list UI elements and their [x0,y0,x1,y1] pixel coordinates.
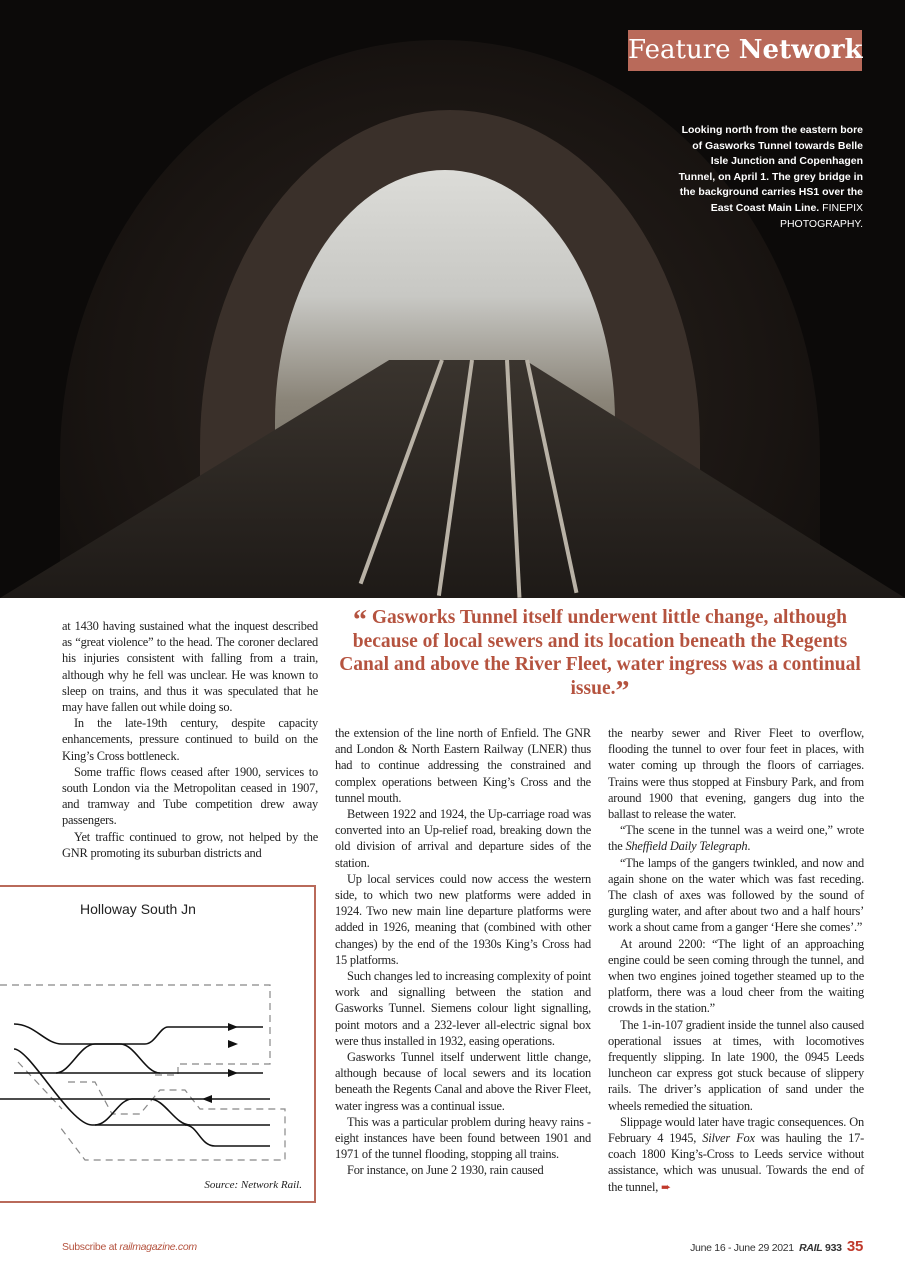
paragraph: For instance, on June 2 1930, rain caused [347,1163,544,1178]
subscribe-prefix: Subscribe at [62,1241,120,1253]
section-badge [628,30,862,71]
paragraph: At around 2200: “The light of an approaching engine could be seen coming through the tunnel, and when two engines joined together steamed up to the platform, there was a loud cheer from the waiting crowds in the station.” [608,936,864,1016]
text: Slippage would later have tragic consequences. On February 4 1945, [608,1114,864,1146]
page-number: 35 [846,1238,863,1255]
paragraph: Up local services could now access the western side, to which two new platforms were added in 1924. Two new main line departure platforms were added in 1926, meaning that (combined with other changes) by the end of the 1930s King’s Cross had 15 platforms. [335,871,591,967]
pull-quote-text: Gasworks Tunnel itself underwent little change, although because of local sewers and its location beneath the Regents Canal and above the River Fleet, water ingress was a continual issue. [339,607,861,699]
paragraph: Yet traffic continued to grow, not helped by the GNR promoting its suburban districts and [62,829,318,860]
section-label: Feature [628,35,731,65]
publication-name: Sheffield Daily Telegraph [625,839,748,854]
open-quote-icon: “ [353,605,367,636]
track-diagram [0,885,316,1203]
paragraph [608,1114,864,1195]
text: . [747,839,751,854]
close-quote-icon: ” [615,675,630,707]
page-footer [690,1238,863,1255]
diagram-source: Source: Network Rail. [204,1179,302,1191]
article-column-2 [335,725,591,1179]
issue-number: 933 [825,1242,842,1254]
photo-caption [673,123,863,232]
article-column-1 [62,618,318,861]
paragraph: the nearby sewer and River Fleet to overflow, flooding the tunnel to over four feet in places, with water coming up through the floors of carriages. Trains were thus stopped at Finsbury Park, and from around 1900 that evening, gangers dug into the ballast to release the water. [608,726,864,822]
caption-text: Looking north from the eastern bore of Gasworks Tunnel towards Belle Isle Junction and Copenhagen Tunnel, on April 1. The grey bridge in the background carries HS1 over the East Coast Main Line. [678,124,863,214]
continue-arrow-icon: ➨ [661,1179,671,1194]
paragraph: The 1-in-107 gradient inside the tunnel also caused operational issues at times, with locomotives frequently slipping. In late 1900, the 0945 Leeds luncheon car express got stuck because of slippery rails. The driver’s application of sand under the wheels remedied the situation. [608,1017,864,1113]
track-layout-svg [0,887,314,1201]
article-column-3 [608,725,864,1195]
paragraph: “The lamps of the gangers twinkled, and now and again shone on the water which was fast receding. The clash of axes was followed by the sound of gurgling water, and after about two and a half hours’ work a shout came from a ganger ‘Here she comes’.” [608,855,864,935]
photo-credit: FINEPIX PHOTOGRAPHY. [779,201,863,230]
paragraph: In the late-19th century, despite capacity enhancements, pressure continued to build on the King’s Cross bottleneck. [62,716,318,763]
issue-date: June 16 - June 29 2021 [690,1242,794,1254]
paragraph: Gasworks Tunnel itself underwent little change, although because of local sewers and its location beneath the Regents Canal and above the River Fleet, water ingress was a continual issue. [335,1050,591,1113]
paragraph: Some traffic flows ceased after 1900, services to south London via the Metropolitan ceased in 1907, and tramway and Tube competition drew away passengers. [62,764,318,828]
text: was hauling the 17-coach 1800 King’s-Cross to Leeds service without assistance, which was unusual. Towards the end of the tunnel, [608,1131,865,1194]
direction-arrow-icons [202,1023,238,1103]
paragraph: the extension of the line north of Enfield. The GNR and London & North Eastern Railway (LNER) thus had to continue addressing the constrained and complex operations between King’s Cross and the tunnel mouth. [335,726,591,805]
text: “The scene in the tunnel was a weird one,” wrote the [608,823,864,854]
paragraph: Between 1922 and 1924, the Up-carriage road was converted into an Up-relief road, breaking down the old division of arrival and departure sides of the station. [335,807,591,870]
subscribe-link[interactable] [62,1241,197,1253]
subscribe-site[interactable]: railmagazine.com [119,1241,197,1253]
paragraph [608,822,864,854]
locomotive-name: Silver Fox [702,1131,755,1146]
pull-quote [335,605,865,707]
paragraph: at 1430 having sustained what the inquest described as “great violence” to the head. The coroner declared his injuries consistent with falling from a train, although why he fell was unclear. He was known to sleep on trains, and thus it was speculated that he may have fallen out while doing so. [62,619,318,715]
tunnel-photo [0,0,905,598]
magazine-name: RAIL [799,1242,823,1254]
diagram-title: Holloway South Jn [80,901,196,917]
paragraph: This was a particular problem during heavy rains - eight instances have been found between 1901 and 1971 of the tunnel flooding, stopping all trains. [335,1114,591,1162]
paragraph: Such changes led to increasing complexity of point work and signalling between the station and Gasworks Tunnel. Siemens colour light signalling, point motors and a 232-lever all-electric signal box were thus installed in 1932, easing operations. [335,969,591,1048]
section-label-bold: Network [738,35,863,65]
